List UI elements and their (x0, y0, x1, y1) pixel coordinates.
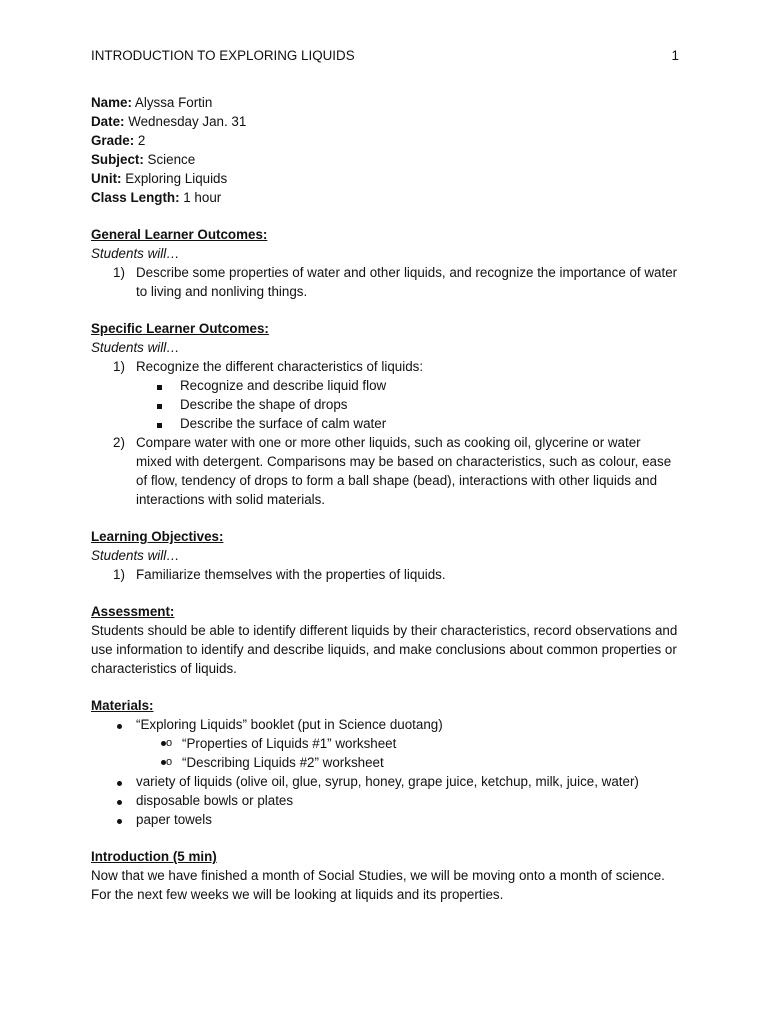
list-text: variety of liquids (olive oil, glue, syrup, honey, grape juice, ketchup, milk, juice, water) (136, 774, 639, 789)
sub-list-text: Describe the surface of calm water (180, 416, 387, 431)
list-item (115, 715, 680, 772)
sub-bullet-list (91, 376, 680, 433)
specific-outcomes-section (91, 319, 680, 509)
info-date (91, 112, 680, 131)
document-body (91, 93, 680, 904)
sub-list-item (157, 395, 680, 414)
list-number: 1) (113, 359, 125, 374)
bullet-icon (115, 715, 136, 734)
info-value: 1 hour (179, 190, 222, 205)
bullet-icon (115, 791, 136, 810)
bullet-icon (115, 772, 136, 791)
list-item (115, 810, 680, 829)
list-item (115, 791, 680, 810)
sub-list-item (157, 414, 680, 433)
section-lead: Students will… (91, 340, 180, 355)
sub-list-text: “Properties of Liquids #1” worksheet (182, 736, 397, 751)
info-unit (91, 169, 680, 188)
info-value: 2 (134, 133, 146, 148)
list-item (91, 565, 680, 584)
learning-objectives-section (91, 527, 680, 584)
list-item (115, 772, 680, 791)
sub-list-item (159, 734, 680, 753)
section-lead: Students will… (91, 246, 180, 261)
sub-list-item (159, 753, 680, 772)
section-heading: Materials: (91, 698, 154, 713)
list-item (91, 357, 680, 376)
info-label: Unit: (91, 171, 122, 186)
info-class-length (91, 188, 680, 207)
sub-list-text: Recognize and describe liquid flow (180, 378, 387, 393)
list-text: Familiarize themselves with the properties of liquids. (136, 567, 446, 582)
introduction-section (91, 847, 680, 904)
info-subject (91, 150, 680, 169)
list-text: Describe some properties of water and other liquids, and recognize the importance of water to living and nonliving things. (136, 265, 678, 299)
page-number: 1 (671, 48, 679, 63)
sub-bullet-list (115, 734, 680, 772)
list-text: paper towels (136, 812, 212, 827)
numbered-list (91, 433, 680, 509)
info-value: Science (143, 152, 196, 167)
list-text: “Exploring Liquids” booklet (put in Science duotang) (136, 717, 443, 732)
info-name (91, 93, 680, 112)
info-label: Grade: (91, 133, 135, 148)
info-label: Date: (91, 114, 125, 129)
square-bullet-icon (157, 414, 180, 433)
section-heading: General Learner Outcomes: (91, 227, 268, 242)
sub-list-text: “Describing Liquids #2” worksheet (182, 755, 384, 770)
square-bullet-icon (157, 395, 180, 414)
general-outcomes-section (91, 225, 680, 301)
section-heading: Specific Learner Outcomes: (91, 321, 269, 336)
list-item (91, 433, 680, 509)
info-value: Exploring Liquids (121, 171, 228, 186)
circle-bullet-icon: o (159, 753, 182, 772)
section-heading: Introduction (5 min) (91, 849, 217, 864)
section-paragraph: Students should be able to identify different liquids by their characteristics, record observations and use information to identify and describe liquids, and make conclusions about common properties or characteristics of liquids. (91, 623, 678, 676)
info-label: Name: (91, 95, 132, 110)
info-block (91, 93, 680, 207)
info-value: Wednesday Jan. 31 (124, 114, 247, 129)
info-label: Subject: (91, 152, 144, 167)
bullet-icon (115, 810, 136, 829)
list-number: 1) (113, 567, 125, 582)
info-value: Alyssa Fortin (131, 95, 213, 110)
section-heading: Assessment: (91, 604, 175, 619)
assessment-section (91, 602, 680, 678)
info-label: Class Length: (91, 190, 180, 205)
info-grade (91, 131, 680, 150)
list-item (91, 263, 680, 301)
list-number: 2) (113, 435, 125, 450)
list-number: 1) (113, 265, 125, 280)
square-bullet-icon (157, 376, 180, 395)
sub-list-text: Describe the shape of drops (180, 397, 348, 412)
numbered-list (91, 357, 680, 376)
numbered-list (91, 565, 680, 584)
materials-section (91, 696, 680, 829)
section-heading: Learning Objectives: (91, 529, 224, 544)
section-paragraph: Now that we have finished a month of Social Studies, we will be moving onto a month of science. For the next few weeks we will be looking at liquids and its properties. (91, 868, 665, 902)
list-text: Compare water with one or more other liquids, such as cooking oil, glycerine or water mixed with detergent. Comparisons may be based on characteristics, such as colour, ease of flow, tendency of drops to form a ball shape (bead), interactions with other liquids and interactions with solid materials. (136, 435, 672, 507)
circle-bullet-icon: o (159, 734, 182, 753)
bullet-list (91, 715, 680, 829)
section-lead: Students will… (91, 548, 180, 563)
header-title: INTRODUCTION TO EXPLORING LIQUIDS (91, 48, 355, 63)
running-header (91, 46, 679, 65)
list-text: disposable bowls or plates (136, 793, 294, 808)
sub-list-item (157, 376, 680, 395)
list-text: Recognize the different characteristics of liquids: (136, 359, 424, 374)
numbered-list (91, 263, 680, 301)
